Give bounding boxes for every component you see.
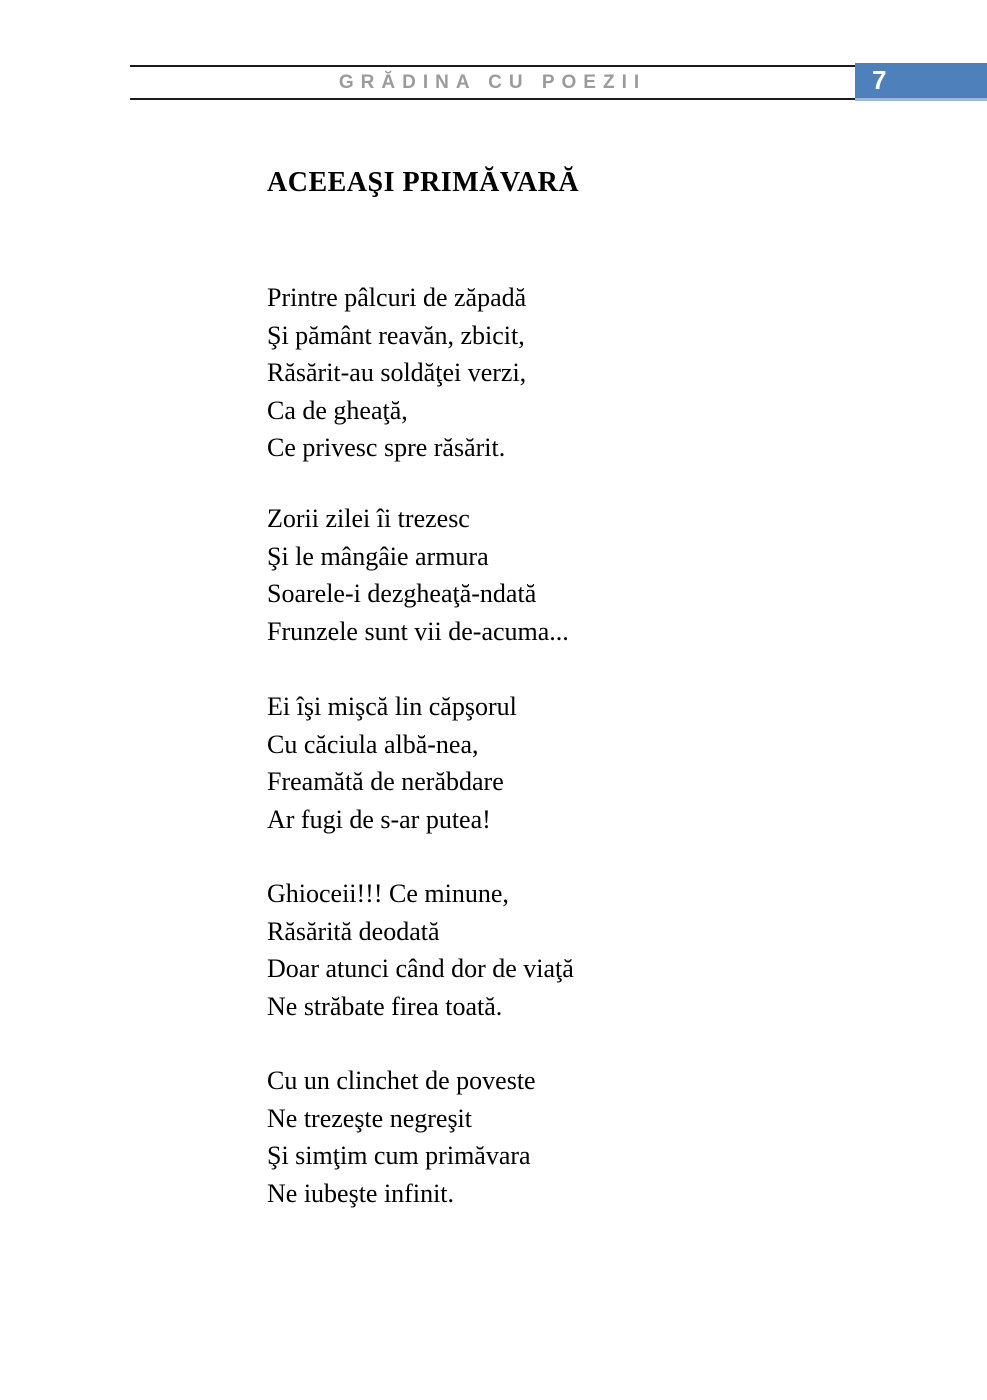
page-number-badge [855, 63, 987, 101]
poem-line: Şi pământ reavăn, zbicit, [267, 320, 525, 350]
poem-line: Cu căciula albă-nea, [267, 729, 479, 759]
poem-line: Freamătă de nerăbdare [267, 767, 504, 796]
poem-line: Ghioceii!!! Ce minune, [267, 879, 509, 908]
poem-line: Ne iubeşte infinit. [267, 1178, 455, 1208]
poem-stanza [267, 279, 526, 467]
poem-line: Frunzele sunt vii de-acuma... [267, 616, 569, 646]
poem-line: Zorii zilei îi trezesc [267, 504, 470, 533]
poem-stanza [267, 688, 517, 838]
poem-line: Cu un clinchet de poveste [267, 1066, 536, 1095]
poem-line: Printre pâlcuri de zăpadă [267, 283, 527, 312]
poem-line: Şi le mângâie armura [267, 541, 489, 571]
poem-title: ACEEAŞI PRIMĂVARĂ [267, 167, 580, 198]
poem-line: Ar fugi de s-ar putea! [267, 804, 491, 834]
poem-line: Şi simţim cum primăvara [267, 1141, 531, 1170]
poem-line: Răsărit-au soldăţei verzi, [267, 358, 527, 387]
poem-stanza [267, 1062, 536, 1212]
poem-line: Ei îşi mişcă lin căpşorul [267, 692, 517, 721]
running-head-title: GRĂDINA CU POEZII [338, 71, 647, 93]
poem-line: Doar atunci când dor de viaţă [267, 954, 574, 983]
page-number: 7 [872, 65, 887, 95]
poem-line: Ne străbate firea toată. [267, 991, 503, 1021]
running-head [130, 65, 855, 100]
poem-line: Soarele-i dezgheaţă-ndată [267, 579, 537, 608]
poem-line: Ne trezeşte negreşit [267, 1103, 473, 1133]
poem-stanza [267, 500, 569, 650]
poem-line: Ce privesc spre răsărit. [267, 433, 506, 462]
poem-line: Răsărită deodată [267, 916, 440, 946]
poem-stanza [267, 875, 574, 1025]
poem-line: Ca de gheaţă, [267, 395, 408, 425]
